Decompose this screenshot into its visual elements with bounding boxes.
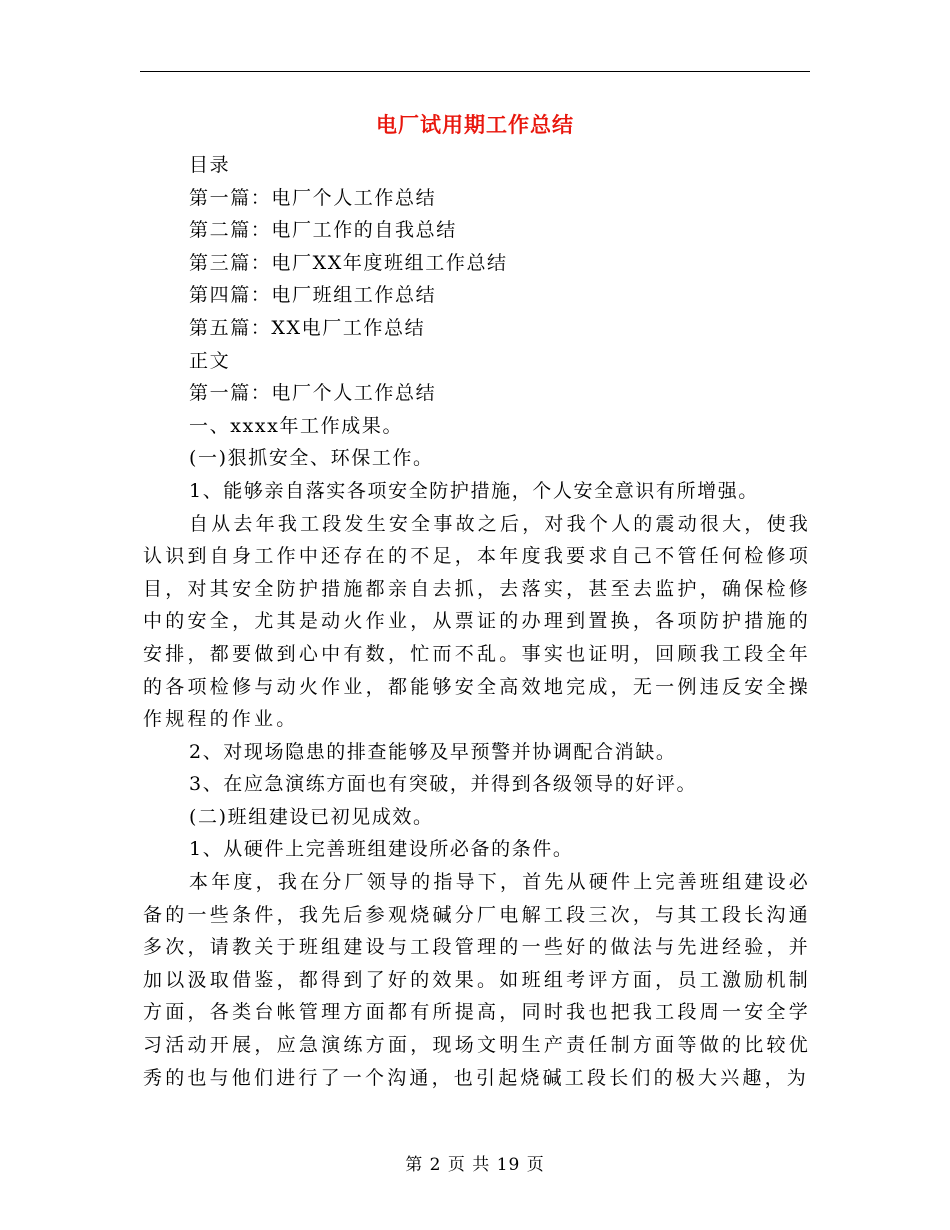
header-rule (140, 71, 810, 72)
toc-item: 第一篇：电厂个人工作总结 (189, 186, 437, 209)
toc-item: 第二篇：电厂工作的自我总结 (189, 219, 457, 242)
list-item: 2、对现场隐患的排查能够及早预警并协调配合消缺。 (189, 740, 677, 763)
toc-heading: 目录 (189, 154, 231, 176)
toc-item: 第四篇：电厂班组工作总结 (189, 284, 437, 307)
subsection-heading: (二)班组建设已初见成效。 (189, 805, 434, 828)
chapter-heading: 第一篇：电厂个人工作总结 (189, 382, 437, 405)
toc-item: 第三篇：电厂XX年度班组工作总结 (189, 251, 508, 274)
document-title: 电厂试用期工作总结 (376, 113, 574, 137)
page-number: 第 2 页 共 19 页 (405, 1155, 545, 1175)
body-paragraph: 本年度，我在分厂领导的指导下，首先从硬件上完善班组建设必备的一些条件，我先后参观烧碱分厂电解工段三次，与其工段长沟通多次，请教关于班组建设与工段管理的一些好的做法与先进经验，并加以汲取借鉴，都得到了好的效果。如班组考评方面，员工激励机制方面，各类台帐管理方面都有所提高，同时我也把我工段周一安全学习活动开展，应急演练方面，现场文明生产责任制方面等做的比较优秀的也与他们进行了一个沟通，也引起烧碱工段长们的极大兴趣，为 (143, 871, 811, 1089)
body-heading: 正文 (189, 349, 231, 372)
section-heading: 一、xxxx年工作成果。 (189, 414, 404, 437)
subsection-heading: (一)狠抓安全、环保工作。 (189, 447, 434, 470)
list-item: 1、能够亲自落实各项安全防护措施，个人安全意识有所增强。 (189, 479, 759, 502)
toc-item: 第五篇：XX电厂工作总结 (189, 316, 426, 339)
document-body (143, 149, 811, 1094)
body-paragraph: 自从去年我工段发生安全事故之后，对我个人的震动很大，使我认识到自身工作中还存在的不足，本年度我要求自己不管任何检修项目，对其安全防护措施都亲自去抓，去落实，甚至去监护，确保检修中的安全，尤其是动火作业，从票证的办理到置换，各项防护措施的安排，都要做到心中有数，忙而不乱。事实也证明，回顾我工段全年的各项检修与动火作业，都能够安全高效地完成，无一例违反安全操作规程的作业。 (143, 512, 811, 731)
list-item: 3、在应急演练方面也有突破，并得到各级领导的好评。 (189, 773, 698, 796)
list-item: 1、从硬件上完善班组建设所必备的条件。 (189, 838, 574, 861)
